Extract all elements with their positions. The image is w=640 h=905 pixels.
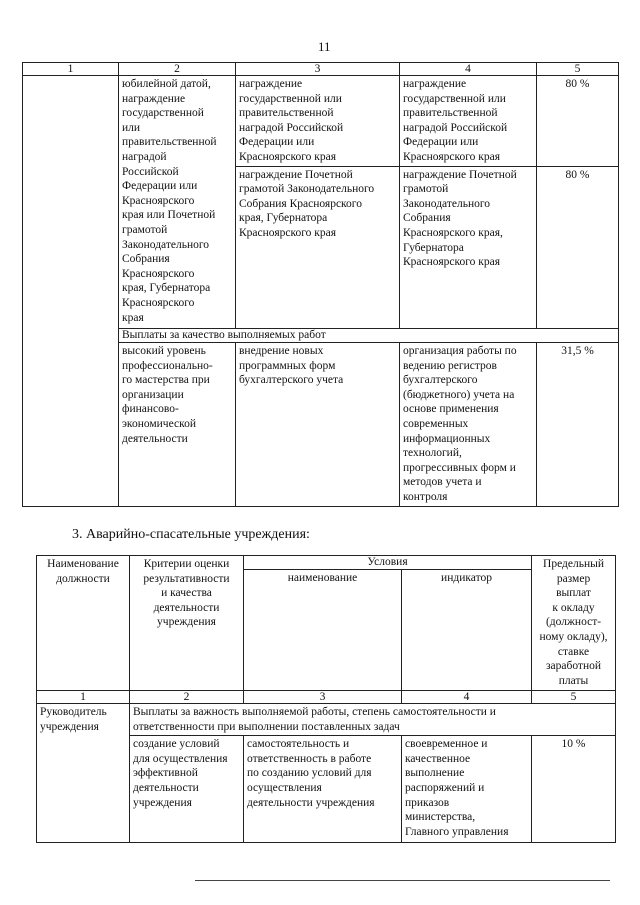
payment-size-cell: 31,5 % <box>537 343 619 507</box>
col-number-3: 3 <box>244 691 402 704</box>
col-number-1: 1 <box>23 63 119 76</box>
header-criteria: Критерии оценки результативности и качества деятельности учреждения <box>130 556 244 691</box>
table-row <box>23 76 619 167</box>
rescue-institutions-table <box>36 555 616 843</box>
criterion-cell: высокий уровень профессионально- го мастерства при организации финансово- экономической деятельности <box>119 343 236 507</box>
condition-name-cell: самостоятельность и ответственность в работе по созданию условий для осуществления деятельности учреждения <box>244 736 402 843</box>
condition-indicator-cell: своевременное и качественное выполнение распоряжений и приказов министерства, Главного управления <box>402 736 532 843</box>
table-row <box>37 704 616 736</box>
col-number-2: 2 <box>130 691 244 704</box>
condition-indicator-cell: награждение государственной или правительственной наградой Российской Федерации или Красноярского края <box>400 76 537 167</box>
column-number-row <box>23 63 619 76</box>
section-heading: 3. Аварийно-спасательные учреждения: <box>72 527 310 542</box>
payment-size-cell: 80 % <box>537 166 619 328</box>
criterion-cell: юбилейной датой, награждение государственной или правительственной наградой Российской Федерации или Красноярского края или Почетной грамотой Законодательного Собрания Красноярского края, Губернатора Красноярского края <box>119 76 236 329</box>
col-number-1: 1 <box>37 691 130 704</box>
header-limit: Предельный размер выплат к окладу (должност- ному окладу), ставке заработной платы <box>532 556 616 691</box>
col-number-4: 4 <box>400 63 537 76</box>
condition-name-cell: награждение государственной или правительственной наградой Российской Федерации или Красноярского края <box>236 76 400 167</box>
quality-payments-heading: Выплаты за качество выполняемых работ <box>119 329 619 343</box>
col-number-5: 5 <box>532 691 616 704</box>
payment-size-cell: 10 % <box>532 736 616 843</box>
page-number: 11 <box>318 39 331 54</box>
condition-indicator-cell: награждение Почетной грамотой Законодательного Собрания Красноярского края, Губернатора Красноярского края <box>400 166 537 328</box>
col-number-4: 4 <box>402 691 532 704</box>
header-conditions: Условия <box>244 556 532 570</box>
header-indicator: индикатор <box>402 570 532 691</box>
importance-payments-heading: Выплаты за важность выполняемой работы, степень самостоятельности и ответственности при выполнении поставленных задач <box>130 704 616 736</box>
position-cell: Руководитель учреждения <box>37 704 130 843</box>
payment-size-cell: 80 % <box>537 76 619 167</box>
condition-name-cell: награждение Почетной грамотой Законодательного Собрания Красноярского края, Губернатора Красноярского края <box>236 166 400 328</box>
col-number-2: 2 <box>119 63 236 76</box>
header-position: Наименование должности <box>37 556 130 691</box>
col-number-5: 5 <box>537 63 619 76</box>
criterion-cell: создание условий для осуществления эффективной деятельности учреждения <box>130 736 244 843</box>
payments-table-continued <box>22 62 619 507</box>
condition-name-cell: внедрение новых программных форм бухгалтерского учета <box>236 343 400 507</box>
table-header-row <box>37 556 616 570</box>
header-name: наименование <box>244 570 402 691</box>
column-number-row <box>37 691 616 704</box>
bottom-rule <box>195 880 610 881</box>
condition-indicator-cell: организация работы по ведению регистров бухгалтерского (бюджетного) учета на основе применения современных информационных технологий, прогрессивных форм и методов учета и контроля <box>400 343 537 507</box>
position-cell-empty <box>23 76 119 507</box>
col-number-3: 3 <box>236 63 400 76</box>
